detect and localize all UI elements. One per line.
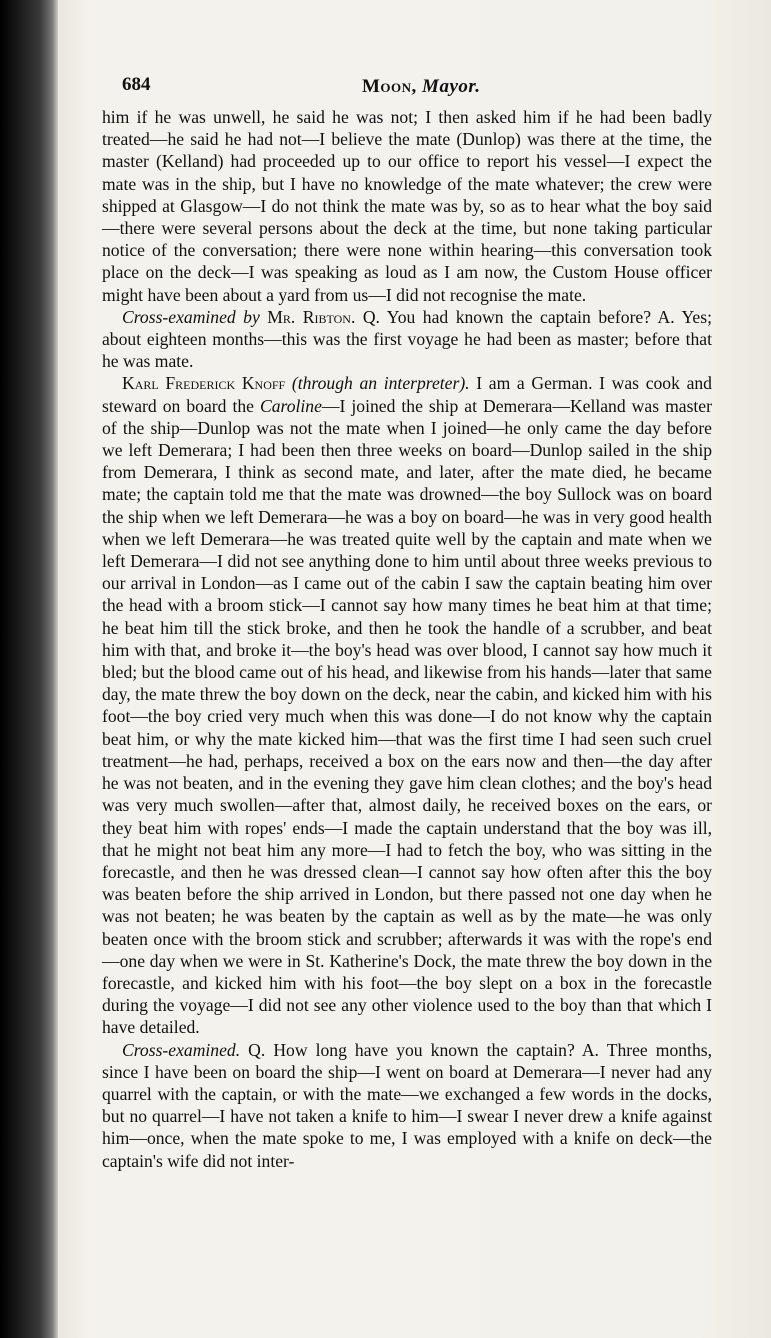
testimony-text-rest: —I joined the ship at Demerara—Kelland was master of the ship—Dunlop was not the mate when I joined—he only came the day before we left Demerara; I had been then three weeks on board—Dunlop sailed in the ship from Demerara, I think as second mate, and later, after the mate died, he became mate; the captain told me that the mate was drowned—the boy Sullock was on board the ship when we left Demerara—he was a boy on board—he was in very good health when we left Demerara—he was treated quite well by the captain and mate when we left Demerara—I did not see anything done to him until about three weeks previous to our arrival in London—as I came out of the cabin I saw the captain beating him over the head with a broom stick—I cannot say how many times he beat him at that time; he beat him till the stick broke, and then he took the handle of a scrubber, and beat him with that, and broke it—the boy's head was over blood, I cannot say how much it bled; but the blood came out of his head, and likewise from his hands—later that same day, the mate threw the boy down on the deck, near the cabin, and kicked him with his foot—the boy cried very much when this was done—I do not know why the captain beat him, or why the mate kicked him—that was the first time I had seen such cruel treatment—he had, perhaps, received a box on the ears now and then—the day after he was not beaten, and in the evening they gave him clean clothes; and the boy's head was very much swollen—after that, almost daily, he received boxes on the ears, or they beat him with ropes' ends—I made the captain understand that the boy was ill, that he might not beat him any more—I had to fetch the boy, who was sitting in the forecastle, and then he was dressed clean—I cannot say how often after this the boy was beaten before the ship arrived in London, but there passed not one day when he was not beaten; he was beaten by the captain as well as by the mate—he was only beaten once with the broom stick and scrubber; afterwards it was with the rope's end—one day when we were in St. Katherine's Dock, the mate threw the boy down in the forecastle, and kicked him with his foot—the boy slept on a box in the forecastle during the voyage—I did not see any other violence used to the boy than that which I have detailed. [102, 395, 712, 1038]
cross-examination-text: Q. You had known the captain before? A. Yes; about eighteen months—this was the first voyage he had been as master; before that he was mate. [102, 306, 712, 372]
cross-examined-label: Cross-examined by [122, 306, 260, 327]
running-head-title: Mayor. [422, 76, 481, 97]
paragraph-testimony-continued: him if he was unwell, he said he was not; I then asked him if he had been badly treated—he said he had not—I believe the mate (Dunlop) was there at the time, the master (Kelland) had proceeded up to our office to report his vessel—I expect the mate was in the ship, but I have no knowledge of the mate whatever; the crew were shipped at Glasgow—I do not think the mate was by, so as to hear what the boy said—there were several persons about the deck at the time, but none taking particular notice of the conversation; there were none within hearing—this conversation took place on the deck—I was speaking as loud as I am now, the Custom House officer might have been about a yard from us—I did not recognise the mate. [102, 107, 712, 305]
running-head [362, 76, 480, 98]
witness-name: Karl Frederick Knoff [122, 373, 286, 394]
cross-examined-label-2: Cross-examined. [122, 1039, 241, 1060]
page-header [102, 68, 712, 102]
ship-name: Caroline [260, 395, 322, 416]
paragraph-second-cross-examination [102, 1039, 712, 1172]
paragraph-witness-testimony [102, 372, 712, 1038]
paragraph-cross-examination [102, 306, 712, 373]
page-number: 684 [122, 74, 151, 95]
second-cross-examination-text: Q. How long have you known the captain? A. Three months, since I have been on board the ship—I went on board at Demerara—I never had any quarrel with the captain, or with the mate—we exchanged a few words in the docks, but no quarrel—I have not taken a knife to him—I swear I never drew a knife against him—once, when the mate spoke to me, I was employed with a knife on deck—the captain's wife did not inter- [102, 1039, 712, 1171]
interpreter-note: (through an interpreter). [291, 373, 470, 394]
book-binding-edge [0, 0, 58, 1338]
testimony-text-start: I am a German. I was cook and steward on board the [102, 373, 712, 416]
counsel-name: Mr. Ribton. [267, 306, 356, 327]
running-head-name: Moon, [362, 76, 417, 97]
page-body [102, 106, 712, 1172]
book-page [102, 68, 712, 1318]
